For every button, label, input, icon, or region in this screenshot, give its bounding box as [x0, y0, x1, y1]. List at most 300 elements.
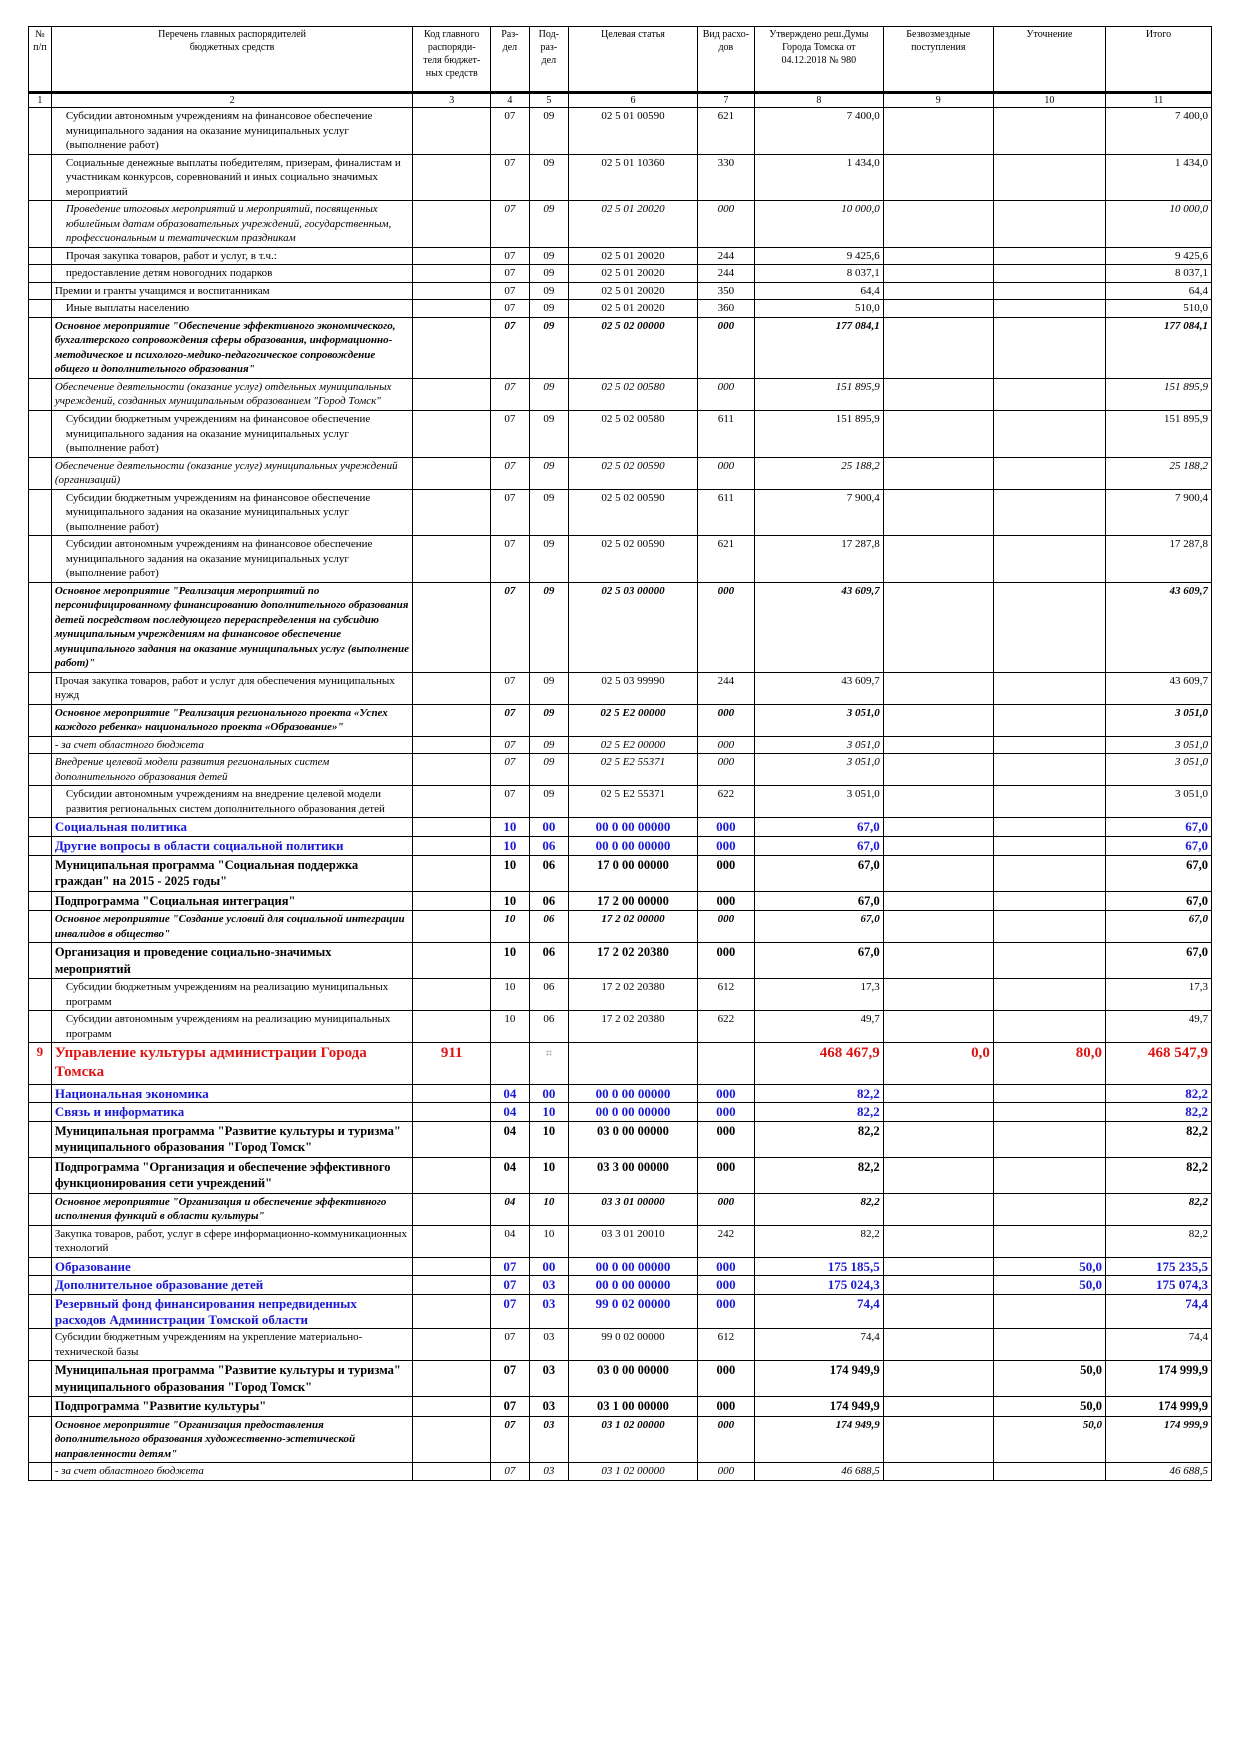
row-name-cell: Социальная политика: [51, 818, 412, 837]
row-free-cell: [883, 1157, 993, 1193]
row-clarify-cell: [993, 786, 1105, 818]
header-approved: Утверждено реш.Думы Города Томска от 04.12.2018 № 980: [754, 27, 883, 93]
row-subsection-cell: 09: [529, 378, 568, 410]
table-row: [29, 1397, 1212, 1417]
row-expense-type-cell: 000: [697, 836, 754, 855]
row-subsection-cell: 06: [529, 911, 568, 943]
row-target-cell: 02 5 01 20020: [569, 247, 698, 265]
row-subsection-cell: 09: [529, 282, 568, 300]
row-code-cell: [413, 855, 491, 891]
row-expense-type-cell: 000: [697, 736, 754, 754]
row-approved-cell: 1 434,0: [754, 154, 883, 201]
row-free-cell: [883, 818, 993, 837]
row-name-cell: Образование: [51, 1257, 412, 1276]
row-number-cell: 9: [29, 1043, 52, 1084]
row-number-cell: [29, 1361, 52, 1397]
row-free-cell: [883, 672, 993, 704]
row-approved-cell: 177 084,1: [754, 317, 883, 378]
row-free-cell: [883, 891, 993, 911]
row-clarify-cell: [993, 1193, 1105, 1225]
row-name-cell: Проведение итоговых мероприятий и мероприятий, посвященных юбилейным датам образовательных учреждений, государственным, профессиональным и тематическим праздникам: [51, 201, 412, 248]
row-target-cell: 03 3 00 00000: [569, 1157, 698, 1193]
row-name-cell: - за счет областного бюджета: [51, 736, 412, 754]
row-number-cell: [29, 855, 52, 891]
row-expense-type-cell: 244: [697, 672, 754, 704]
row-approved-cell: 82,2: [754, 1121, 883, 1157]
row-free-cell: [883, 1463, 993, 1481]
row-expense-type-cell: 360: [697, 300, 754, 318]
row-number-cell: [29, 108, 52, 155]
row-code-cell: [413, 282, 491, 300]
row-section-cell: 07: [491, 317, 529, 378]
row-code-cell: [413, 317, 491, 378]
table-row: [29, 1043, 1212, 1084]
row-subsection-cell: 09: [529, 154, 568, 201]
row-clarify-cell: [993, 489, 1105, 536]
row-number-cell: [29, 786, 52, 818]
row-number-cell: [29, 1193, 52, 1225]
row-expense-type-cell: 000: [697, 911, 754, 943]
row-number-cell: [29, 265, 52, 283]
row-expense-type-cell: 612: [697, 1329, 754, 1361]
row-approved-cell: 7 400,0: [754, 108, 883, 155]
row-subsection-cell: 09: [529, 704, 568, 736]
row-clarify-cell: 50,0: [993, 1416, 1105, 1463]
row-name-cell: Субсидии автономным учреждениям на реализацию муниципальных программ: [51, 1011, 412, 1043]
row-code-cell: 911: [413, 1043, 491, 1084]
table-row: [29, 855, 1212, 891]
row-free-cell: [883, 378, 993, 410]
row-subsection-cell: 09: [529, 489, 568, 536]
row-approved-cell: 74,4: [754, 1294, 883, 1328]
row-code-cell: [413, 818, 491, 837]
row-approved-cell: 82,2: [754, 1103, 883, 1122]
row-number-cell: [29, 1397, 52, 1417]
row-approved-cell: 67,0: [754, 943, 883, 979]
row-total-cell: 82,2: [1105, 1084, 1211, 1103]
row-section-cell: 10: [491, 855, 529, 891]
row-total-cell: 3 051,0: [1105, 704, 1211, 736]
row-target-cell: 02 5 01 00590: [569, 108, 698, 155]
row-code-cell: [413, 1276, 491, 1295]
row-target-cell: 00 0 00 00000: [569, 818, 698, 837]
row-approved-cell: 174 949,9: [754, 1361, 883, 1397]
row-subsection-cell: 09: [529, 457, 568, 489]
row-name-cell: Субсидии бюджетным учреждениям на укрепление материально-технической базы: [51, 1329, 412, 1361]
row-free-cell: [883, 317, 993, 378]
row-name-cell: Подпрограмма "Организация и обеспечение эффективного функционирования сети учреждений": [51, 1157, 412, 1193]
row-target-cell: 99 0 02 00000: [569, 1329, 698, 1361]
row-name-cell: Обеспечение деятельности (оказание услуг) отдельных муниципальных учреждений, созданных муниципальным образованием "Город Томск": [51, 378, 412, 410]
row-name-cell: Связь и информатика: [51, 1103, 412, 1122]
row-number-cell: [29, 536, 52, 583]
row-subsection-cell: 09: [529, 582, 568, 672]
row-free-cell: [883, 1416, 993, 1463]
row-section-cell: 07: [491, 1361, 529, 1397]
table-row: [29, 154, 1212, 201]
row-expense-type-cell: 000: [697, 1084, 754, 1103]
row-expense-type-cell: [697, 1043, 754, 1084]
row-code-cell: [413, 786, 491, 818]
row-approved-cell: 25 188,2: [754, 457, 883, 489]
row-target-cell: 17 2 02 20380: [569, 1011, 698, 1043]
row-free-cell: [883, 786, 993, 818]
row-approved-cell: 17,3: [754, 979, 883, 1011]
row-clarify-cell: [993, 1103, 1105, 1122]
row-number-cell: [29, 1329, 52, 1361]
row-target-cell: 17 0 00 00000: [569, 855, 698, 891]
header-total: Итого: [1105, 27, 1211, 93]
column-number: 4: [491, 93, 529, 108]
row-expense-type-cell: 000: [697, 1276, 754, 1295]
row-free-cell: [883, 979, 993, 1011]
row-free-cell: [883, 1329, 993, 1361]
row-name-cell: Резервный фонд финансирования непредвиденных расходов Администрации Томской области: [51, 1294, 412, 1328]
row-code-cell: [413, 1463, 491, 1481]
table-row: [29, 1329, 1212, 1361]
row-approved-cell: 82,2: [754, 1225, 883, 1257]
row-subsection-cell: 10: [529, 1225, 568, 1257]
row-clarify-cell: 80,0: [993, 1043, 1105, 1084]
row-total-cell: 7 400,0: [1105, 108, 1211, 155]
row-expense-type-cell: 330: [697, 154, 754, 201]
row-subsection-cell: 03: [529, 1416, 568, 1463]
row-code-cell: [413, 1294, 491, 1328]
row-total-cell: 7 900,4: [1105, 489, 1211, 536]
table-row: [29, 300, 1212, 318]
row-subsection-cell: 09: [529, 317, 568, 378]
row-clarify-cell: [993, 891, 1105, 911]
row-approved-cell: 7 900,4: [754, 489, 883, 536]
row-name-cell: Прочая закупка товаров, работ и услуг, в т.ч.:: [51, 247, 412, 265]
row-name-cell: Обеспечение деятельности (оказание услуг) муниципальных учреждений (организаций): [51, 457, 412, 489]
row-free-cell: [883, 736, 993, 754]
row-code-cell: [413, 704, 491, 736]
row-subsection-cell: 00: [529, 1084, 568, 1103]
table-row: [29, 378, 1212, 410]
row-clarify-cell: [993, 154, 1105, 201]
row-section-cell: 07: [491, 489, 529, 536]
row-free-cell: 0,0: [883, 1043, 993, 1084]
row-subsection-cell: 09: [529, 754, 568, 786]
row-total-cell: 510,0: [1105, 300, 1211, 318]
row-code-cell: [413, 1084, 491, 1103]
row-code-cell: [413, 108, 491, 155]
row-total-cell: 43 609,7: [1105, 582, 1211, 672]
row-total-cell: 82,2: [1105, 1225, 1211, 1257]
row-number-cell: [29, 943, 52, 979]
row-approved-cell: 82,2: [754, 1157, 883, 1193]
row-clarify-cell: [993, 855, 1105, 891]
row-clarify-cell: [993, 1225, 1105, 1257]
row-subsection-cell: 09: [529, 247, 568, 265]
row-free-cell: [883, 1361, 993, 1397]
row-approved-cell: 174 949,9: [754, 1416, 883, 1463]
row-free-cell: [883, 536, 993, 583]
row-target-cell: 02 5 03 99990: [569, 672, 698, 704]
row-expense-type-cell: 621: [697, 108, 754, 155]
row-section-cell: 10: [491, 943, 529, 979]
row-clarify-cell: [993, 1121, 1105, 1157]
row-section-cell: 07: [491, 754, 529, 786]
row-free-cell: [883, 282, 993, 300]
row-target-cell: 03 3 01 20010: [569, 1225, 698, 1257]
row-number-cell: [29, 582, 52, 672]
row-code-cell: [413, 836, 491, 855]
column-number: 7: [697, 93, 754, 108]
row-total-cell: 64,4: [1105, 282, 1211, 300]
row-clarify-cell: [993, 754, 1105, 786]
row-section-cell: 07: [491, 704, 529, 736]
column-number: 8: [754, 93, 883, 108]
row-total-cell: 67,0: [1105, 836, 1211, 855]
row-target-cell: 03 1 00 00000: [569, 1397, 698, 1417]
table-row: [29, 818, 1212, 837]
row-clarify-cell: [993, 201, 1105, 248]
row-target-cell: 03 0 00 00000: [569, 1361, 698, 1397]
row-total-cell: 67,0: [1105, 891, 1211, 911]
row-clarify-cell: [993, 1294, 1105, 1328]
row-approved-cell: 3 051,0: [754, 704, 883, 736]
row-target-cell: 00 0 00 00000: [569, 1276, 698, 1295]
row-number-cell: [29, 1276, 52, 1295]
row-section-cell: 07: [491, 201, 529, 248]
row-target-cell: 00 0 00 00000: [569, 1084, 698, 1103]
row-total-cell: 151 895,9: [1105, 410, 1211, 457]
row-subsection-cell: 10: [529, 1157, 568, 1193]
row-number-cell: [29, 911, 52, 943]
row-number-cell: [29, 704, 52, 736]
row-name-cell: Организация и проведение социально-значимых мероприятий: [51, 943, 412, 979]
row-number-cell: [29, 201, 52, 248]
row-section-cell: 07: [491, 1294, 529, 1328]
row-target-cell: 02 5 02 00580: [569, 378, 698, 410]
row-total-cell: 174 999,9: [1105, 1397, 1211, 1417]
row-total-cell: 3 051,0: [1105, 736, 1211, 754]
row-free-cell: [883, 1294, 993, 1328]
row-section-cell: 04: [491, 1225, 529, 1257]
row-free-cell: [883, 201, 993, 248]
row-name-cell: Муниципальная программа "Развитие культуры и туризма" муниципального образования "Город Томск": [51, 1361, 412, 1397]
row-free-cell: [883, 855, 993, 891]
row-free-cell: [883, 1084, 993, 1103]
table-row: [29, 536, 1212, 583]
row-clarify-cell: 50,0: [993, 1276, 1105, 1295]
row-free-cell: [883, 836, 993, 855]
row-name-cell: Социальные денежные выплаты победителям, призерам, финалистам и участникам конкурсов, соревнований и иных социально значимых мероприятий: [51, 154, 412, 201]
row-total-cell: 67,0: [1105, 855, 1211, 891]
row-total-cell: 3 051,0: [1105, 786, 1211, 818]
row-code-cell: [413, 582, 491, 672]
table-row: [29, 911, 1212, 943]
row-section-cell: 04: [491, 1157, 529, 1193]
row-target-cell: 02 5 02 00590: [569, 489, 698, 536]
row-name-cell: Закупка товаров, работ, услуг в сфере информационно-коммуникационных технологий: [51, 1225, 412, 1257]
row-total-cell: 174 999,9: [1105, 1361, 1211, 1397]
column-number-row: [29, 93, 1212, 108]
row-expense-type-cell: 000: [697, 1294, 754, 1328]
row-section-cell: 07: [491, 1329, 529, 1361]
row-number-cell: [29, 818, 52, 837]
row-subsection-cell: 09: [529, 536, 568, 583]
row-clarify-cell: [993, 300, 1105, 318]
row-total-cell: 3 051,0: [1105, 754, 1211, 786]
row-section-cell: 10: [491, 836, 529, 855]
table-row: [29, 201, 1212, 248]
row-name-cell: Субсидии автономным учреждениям на внедрение целевой модели развития региональных систем дополнительного образования детей: [51, 786, 412, 818]
row-clarify-cell: [993, 1157, 1105, 1193]
row-expense-type-cell: 621: [697, 536, 754, 583]
row-name-cell: Субсидии автономным учреждениям на финансовое обеспечение муниципального задания на оказание муниципальных услуг (выполнение работ): [51, 108, 412, 155]
row-target-cell: 17 2 02 20380: [569, 943, 698, 979]
row-approved-cell: 10 000,0: [754, 201, 883, 248]
row-number-cell: [29, 1294, 52, 1328]
table-row: [29, 891, 1212, 911]
row-target-cell: 17 2 02 00000: [569, 911, 698, 943]
row-approved-cell: 174 949,9: [754, 1397, 883, 1417]
row-free-cell: [883, 1011, 993, 1043]
row-code-cell: [413, 265, 491, 283]
row-free-cell: [883, 1257, 993, 1276]
row-clarify-cell: [993, 911, 1105, 943]
row-approved-cell: 151 895,9: [754, 410, 883, 457]
header-section: Раз- дел: [491, 27, 529, 93]
row-total-cell: 46 688,5: [1105, 1463, 1211, 1481]
row-approved-cell: 17 287,8: [754, 536, 883, 583]
row-clarify-cell: [993, 108, 1105, 155]
row-target-cell: 03 1 02 00000: [569, 1463, 698, 1481]
row-approved-cell: 510,0: [754, 300, 883, 318]
row-section-cell: 07: [491, 410, 529, 457]
row-approved-cell: 67,0: [754, 911, 883, 943]
row-total-cell: 82,2: [1105, 1193, 1211, 1225]
row-section-cell: 07: [491, 672, 529, 704]
row-name-cell: Иные выплаты населению: [51, 300, 412, 318]
row-free-cell: [883, 1103, 993, 1122]
row-name-cell: Основное мероприятие "Обеспечение эффективного экономического, бухгалтерского сопровождения сферы образования, информационно-методическое и психолого-медико-педагогическое сопровождение общего и дополнительного образования": [51, 317, 412, 378]
row-subsection-cell: 03: [529, 1329, 568, 1361]
row-number-cell: [29, 247, 52, 265]
row-total-cell: 25 188,2: [1105, 457, 1211, 489]
row-code-cell: [413, 1329, 491, 1361]
row-number-cell: [29, 891, 52, 911]
table-row: [29, 247, 1212, 265]
row-code-cell: [413, 1011, 491, 1043]
row-code-cell: [413, 672, 491, 704]
header-free: Безвозмездные поступления: [883, 27, 993, 93]
row-name-cell: Подпрограмма "Развитие культуры": [51, 1397, 412, 1417]
row-code-cell: [413, 943, 491, 979]
row-target-cell: 02 5 01 10360: [569, 154, 698, 201]
row-expense-type-cell: 000: [697, 378, 754, 410]
row-section-cell: 07: [491, 378, 529, 410]
row-target-cell: 02 5 E2 00000: [569, 704, 698, 736]
table-row: [29, 582, 1212, 672]
row-code-cell: [413, 736, 491, 754]
row-expense-type-cell: 000: [697, 201, 754, 248]
row-approved-cell: 67,0: [754, 891, 883, 911]
row-total-cell: 67,0: [1105, 911, 1211, 943]
row-section-cell: 10: [491, 818, 529, 837]
row-code-cell: [413, 300, 491, 318]
row-section-cell: 10: [491, 891, 529, 911]
row-target-cell: 02 5 02 00580: [569, 410, 698, 457]
row-total-cell: 82,2: [1105, 1121, 1211, 1157]
row-approved-cell: 67,0: [754, 855, 883, 891]
row-clarify-cell: [993, 818, 1105, 837]
row-total-cell: 43 609,7: [1105, 672, 1211, 704]
row-clarify-cell: [993, 1011, 1105, 1043]
row-target-cell: 02 5 02 00590: [569, 457, 698, 489]
row-free-cell: [883, 943, 993, 979]
row-name-cell: Муниципальная программа "Социальная поддержка граждан" на 2015 - 2025 годы": [51, 855, 412, 891]
row-clarify-cell: [993, 836, 1105, 855]
row-clarify-cell: [993, 1084, 1105, 1103]
row-target-cell: 03 0 00 00000: [569, 1121, 698, 1157]
row-expense-type-cell: 242: [697, 1225, 754, 1257]
row-number-cell: [29, 1463, 52, 1481]
row-clarify-cell: [993, 378, 1105, 410]
row-section-cell: 07: [491, 247, 529, 265]
table-row: [29, 1257, 1212, 1276]
row-section-cell: 04: [491, 1103, 529, 1122]
row-subsection-cell: 03: [529, 1463, 568, 1481]
table-row: [29, 1276, 1212, 1295]
row-clarify-cell: [993, 247, 1105, 265]
row-target-cell: 03 3 01 00000: [569, 1193, 698, 1225]
row-clarify-cell: [993, 943, 1105, 979]
row-number-cell: [29, 736, 52, 754]
row-number-cell: [29, 1257, 52, 1276]
row-free-cell: [883, 108, 993, 155]
row-target-cell: 02 5 E2 55371: [569, 754, 698, 786]
row-subsection-cell: 06: [529, 943, 568, 979]
header-expense-type: Вид расхо- дов: [697, 27, 754, 93]
row-code-cell: [413, 1103, 491, 1122]
row-total-cell: 177 084,1: [1105, 317, 1211, 378]
row-subsection-cell: 09: [529, 201, 568, 248]
row-free-cell: [883, 247, 993, 265]
row-name-cell: Субсидии бюджетным учреждениям на финансовое обеспечение муниципального задания на оказание муниципальных услуг (выполнение работ): [51, 410, 412, 457]
table-row: [29, 1361, 1212, 1397]
header-code: Код главного распоряди- теля бюджет- ных средств: [413, 27, 491, 93]
row-subsection-cell: 00: [529, 818, 568, 837]
row-section-cell: 07: [491, 154, 529, 201]
row-expense-type-cell: 000: [697, 818, 754, 837]
row-code-cell: [413, 1121, 491, 1157]
row-clarify-cell: [993, 736, 1105, 754]
row-total-cell: 67,0: [1105, 818, 1211, 837]
row-subsection-cell: 10: [529, 1193, 568, 1225]
row-approved-cell: 67,0: [754, 818, 883, 837]
table-row: [29, 410, 1212, 457]
row-subsection-cell: 09: [529, 786, 568, 818]
row-target-cell: 02 5 01 20020: [569, 201, 698, 248]
row-number-cell: [29, 672, 52, 704]
row-expense-type-cell: 611: [697, 489, 754, 536]
column-number: 2: [51, 93, 412, 108]
row-subsection-cell: 03: [529, 1294, 568, 1328]
row-free-cell: [883, 704, 993, 736]
row-clarify-cell: [993, 672, 1105, 704]
table-row: [29, 754, 1212, 786]
row-name-cell: Другие вопросы в области социальной политики: [51, 836, 412, 855]
row-expense-type-cell: 000: [697, 1157, 754, 1193]
row-total-cell: 174 999,9: [1105, 1416, 1211, 1463]
row-approved-cell: 49,7: [754, 1011, 883, 1043]
row-clarify-cell: [993, 704, 1105, 736]
row-clarify-cell: [993, 410, 1105, 457]
